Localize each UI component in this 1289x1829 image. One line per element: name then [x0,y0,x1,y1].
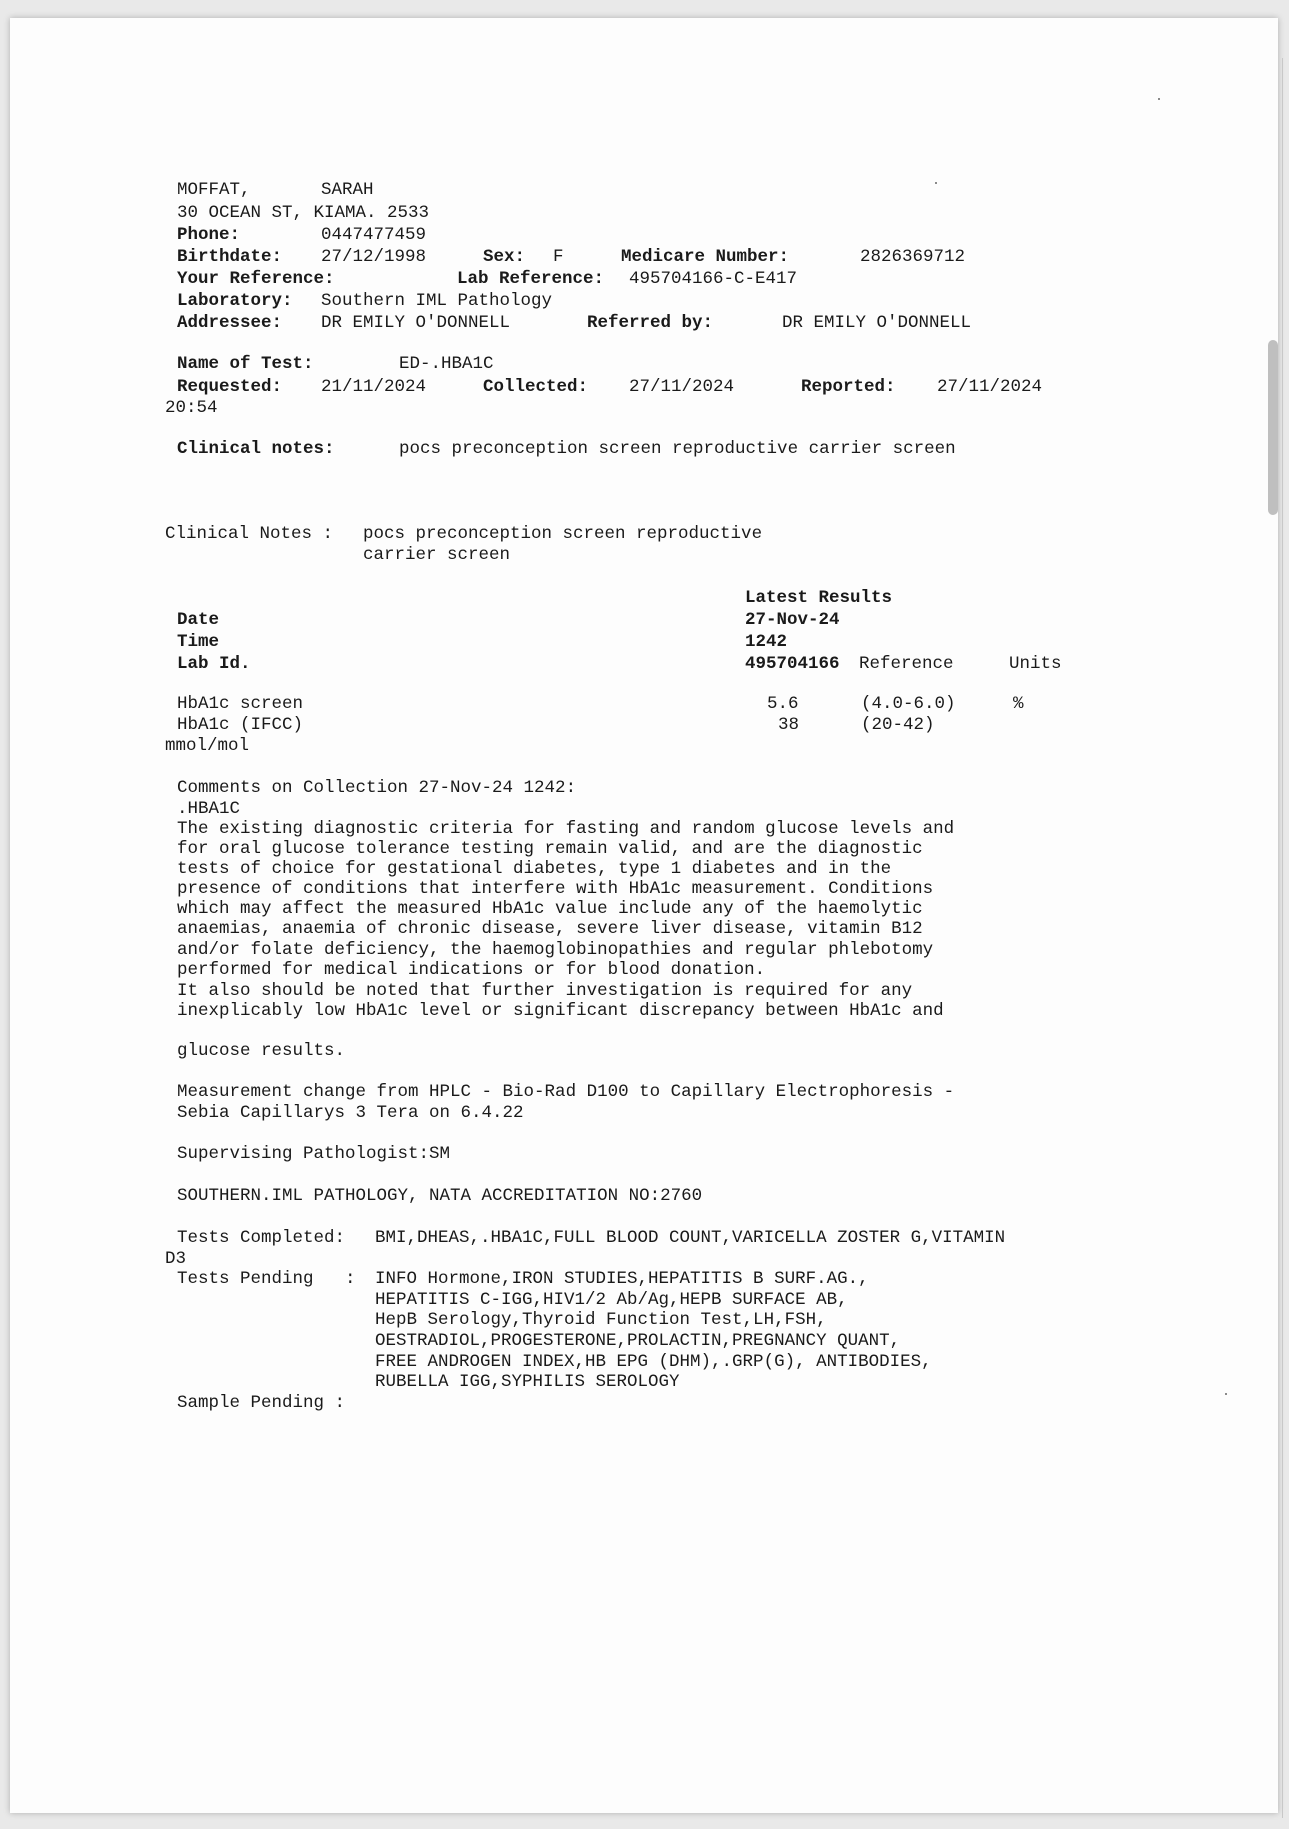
notes-block-label: Clinical Notes : [165,524,334,544]
result-units: mmol/mol [165,736,250,756]
reported-label: Reported: [801,377,896,397]
comment-line: glucose results. [177,1041,346,1061]
accreditation: SOUTHERN.IML PATHOLOGY, NATA ACCREDITATION NO:2760 [177,1186,703,1206]
collected-value: 27/11/2024 [629,377,735,397]
birthdate-value: 27/12/1998 [321,247,427,267]
comment-line: presence of conditions that interfere with HbA1c measurement. Conditions [177,879,934,899]
referred-by-value: DR EMILY O'DONNELL [782,313,972,333]
medicare-label: Medicare Number: [621,247,790,267]
notes-block-line: pocs preconception screen reproductive [363,524,763,544]
comment-line: It also should be noted that further investigation is required for any [177,981,913,1001]
requested-label: Requested: [177,377,283,397]
result-reference: (20-42) [861,715,935,735]
referred-by-label: Referred by: [587,313,714,333]
comment-line: The existing diagnostic criteria for fasting and random glucose levels and [177,819,955,839]
addressee-label: Addressee: [177,313,283,333]
comment-line: which may affect the measured HbA1c value include any of the haemolytic [177,899,923,919]
time-label: Time [177,632,220,652]
clinical-notes-value: pocs preconception screen reproductive carrier screen [399,439,956,459]
result-units: % [1013,694,1024,714]
result-name: HbA1c (IFCC) [177,715,304,735]
patient-given-name: SARAH [321,180,374,200]
date-label: Date [177,610,220,630]
your-reference-label: Your Reference: [177,269,335,289]
lab-id-label: Lab Id. [177,654,251,674]
comments-code: .HBA1C [177,799,241,819]
tests-pending-line: HepB Serology,Thyroid Function Test,LH,FSH, [375,1310,827,1330]
lab-reference-label: Lab Reference: [457,269,605,289]
comment-line: inexplicably low HbA1c level or significant discrepancy between HbA1c and [177,1001,944,1021]
sample-pending-label: Sample Pending : [177,1393,346,1413]
phone-label: Phone: [177,225,241,245]
page-edge [1282,58,1283,1818]
phone-value: 0447477459 [321,225,427,245]
clinical-notes-label: Clinical notes: [177,439,335,459]
comment-line: anaemias, anaemia of chronic disease, severe liver disease, vitamin B12 [177,919,923,939]
test-name-label: Name of Test: [177,354,314,374]
addressee-value: DR EMILY O'DONNELL [321,313,511,333]
reported-value: 27/11/2024 [937,377,1043,397]
lab-reference-value: 495704166-C-E417 [629,269,798,289]
tests-pending-label: Tests Pending : [177,1269,356,1289]
time-value: 1242 [745,632,788,652]
birthdate-label: Birthdate: [177,247,283,267]
tests-pending-line: OESTRADIOL,PROGESTERONE,PROLACTIN,PREGNANCY QUANT, [375,1331,901,1351]
reference-header: Reference [859,654,954,674]
measurement-note: Sebia Capillarys 3 Tera on 6.4.22 [177,1103,524,1123]
sex-value: F [553,247,564,267]
comment-line: and/or folate deficiency, the haemoglobinopathies and regular phlebotomy [177,940,934,960]
laboratory-value: Southern IML Pathology [321,291,553,311]
scan-speck [935,182,937,184]
tests-pending-line: HEPATITIS C-IGG,HIV1/2 Ab/Ag,HEPB SURFACE AB, [375,1290,848,1310]
supervising-pathologist: Supervising Pathologist:SM [177,1144,451,1164]
test-name-value: ED-.HBA1C [399,354,494,374]
patient-surname: MOFFAT, [177,180,251,200]
tests-pending-line: INFO Hormone,IRON STUDIES,HEPATITIS B SURF.AG., [375,1269,869,1289]
measurement-note: Measurement change from HPLC - Bio-Rad D100 to Capillary Electrophoresis - [177,1082,955,1102]
notes-block-line: carrier screen [363,545,511,565]
units-header: Units [1009,654,1062,674]
collected-label: Collected: [483,377,589,397]
scrollbar-thumb[interactable] [1268,340,1278,515]
lab-id-value: 495704166 [745,654,840,674]
medicare-value: 2826369712 [860,247,966,267]
scan-speck [1158,98,1160,100]
comment-line: tests of choice for gestational diabetes, type 1 diabetes and in the [177,859,892,879]
latest-results-header: Latest Results [745,588,893,608]
tests-completed-value: BMI,DHEAS,.HBA1C,FULL BLOOD COUNT,VARICELLA ZOSTER G,VITAMIN [375,1228,1006,1248]
tests-pending-line: FREE ANDROGEN INDEX,HB EPG (DHM),.GRP(G), ANTIBODIES, [375,1352,932,1372]
result-value: 38 [778,715,800,735]
reported-time: 20:54 [165,398,218,418]
laboratory-label: Laboratory: [177,291,293,311]
tests-completed-label: Tests Completed: [177,1228,346,1248]
report-page [10,18,1278,1813]
scan-speck [1225,1393,1227,1395]
result-name: HbA1c screen [177,694,304,714]
comment-line: for oral glucose tolerance testing remain valid, and are the diagnostic [177,839,923,859]
sex-label: Sex: [483,247,526,267]
comment-line: performed for medical indications or for blood donation. [177,960,766,980]
patient-address: 30 OCEAN ST, KIAMA. 2533 [177,203,430,223]
tests-pending-line: RUBELLA IGG,SYPHILIS SEROLOGY [375,1372,680,1392]
result-reference: (4.0-6.0) [861,694,956,714]
tests-completed-value: D3 [165,1249,187,1269]
date-value: 27-Nov-24 [745,610,840,630]
comments-heading: Comments on Collection 27-Nov-24 1242: [177,778,577,798]
result-value: 5.6 [767,694,799,714]
requested-value: 21/11/2024 [321,377,427,397]
